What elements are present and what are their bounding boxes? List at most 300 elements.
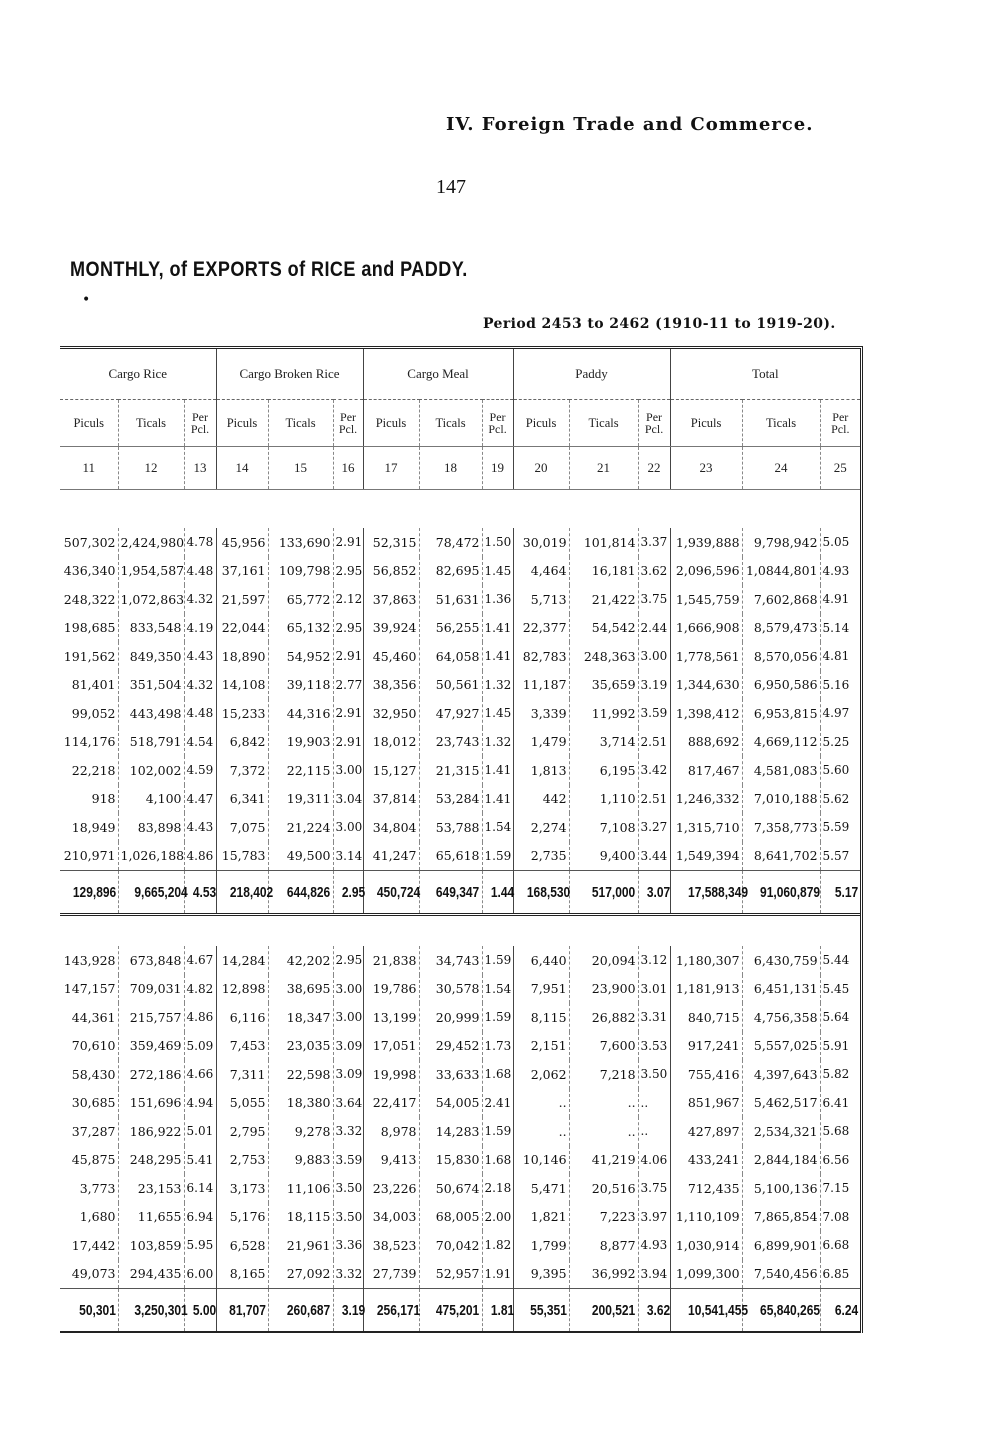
total-cell	[742, 871, 820, 915]
table-cell: 19,311	[268, 785, 333, 814]
table-cell: 1.68	[482, 1146, 513, 1175]
column-number: 12	[118, 447, 184, 490]
table-cell: 15,233	[216, 699, 268, 728]
table-cell: 840,715	[670, 1003, 742, 1032]
total-value: 649,347	[436, 883, 480, 901]
table-cell: 78,472	[419, 528, 482, 557]
table-cell: 6.41	[820, 1089, 860, 1118]
column-number: 14	[216, 447, 268, 490]
table-cell: 5.68	[820, 1117, 860, 1146]
table-cell: 39,924	[363, 614, 419, 643]
total-value: 5.17	[834, 883, 859, 901]
column-number: 13	[184, 447, 216, 490]
total-value: 3.62	[646, 1301, 670, 1319]
block-1	[60, 490, 860, 871]
table-cell: 712,435	[670, 1174, 742, 1203]
table-cell: 5,176	[216, 1203, 268, 1232]
table-row	[60, 1174, 860, 1203]
table-cell: 1.54	[482, 813, 513, 842]
table-cell: 4.66	[184, 1060, 216, 1089]
table-cell: 436,340	[63, 563, 116, 579]
table-cell: 3.64	[333, 1089, 363, 1118]
table-cell: 3.36	[333, 1231, 363, 1260]
table-cell: 1.59	[482, 946, 513, 975]
table-cell: 1,680	[79, 1209, 116, 1225]
table-cell: 70,042	[419, 1231, 482, 1260]
table-cell: 9,798,942	[742, 528, 820, 557]
table-cell: 351,504	[118, 671, 184, 700]
table-cell: 13,199	[363, 1003, 419, 1032]
table-cell: 19,998	[363, 1060, 419, 1089]
table-cell: 18,347	[268, 1003, 333, 1032]
table-cell: 1.45	[482, 699, 513, 728]
table-cell: 49,073	[71, 1266, 116, 1282]
total-cell	[742, 1289, 820, 1333]
table-cell: 918	[91, 791, 116, 807]
table-cell: 21,224	[268, 813, 333, 842]
table-cell: 38,356	[363, 671, 419, 700]
table-cell: 1,110	[569, 785, 638, 814]
table-cell: 3,773	[79, 1180, 116, 1196]
table-cell: 6,953,815	[742, 699, 820, 728]
column-number: 16	[333, 447, 363, 490]
table-cell: 42,202	[268, 946, 333, 975]
total-row	[60, 871, 860, 915]
table-cell: 45,460	[363, 642, 419, 671]
table-cell: 3.00	[333, 975, 363, 1004]
table-cell: 2,753	[216, 1146, 268, 1175]
table-cell: 6.56	[820, 1146, 860, 1175]
table-cell: 22,417	[363, 1089, 419, 1118]
table-cell: 4.47	[184, 785, 216, 814]
sub-header-percent: Per Pcl.	[638, 400, 670, 447]
table-cell: 3.94	[638, 1260, 670, 1289]
table-cell: 5.05	[820, 528, 860, 557]
total-cell	[670, 871, 748, 915]
table-cell: 1.54	[482, 975, 513, 1004]
table-cell: 2,735	[513, 842, 569, 871]
table-cell: 18,890	[216, 642, 268, 671]
table-cell: ..	[513, 1117, 569, 1146]
total-cell	[820, 871, 860, 915]
table-cell: 38,695	[268, 975, 333, 1004]
table-cell: 2.41	[482, 1089, 513, 1118]
table-cell: 52,957	[419, 1260, 482, 1289]
table-cell: 2,534,321	[742, 1117, 820, 1146]
table-cell: 8,570,056	[742, 642, 820, 671]
table-cell: 39,118	[268, 671, 333, 700]
table-cell: 7,311	[216, 1060, 268, 1089]
total-cell	[333, 871, 363, 915]
table-cell: 1,549,394	[670, 842, 742, 871]
table-cell: 6,430,759	[742, 946, 820, 975]
table-cell: 70,610	[71, 1038, 116, 1054]
table-cell: 5.60	[820, 756, 860, 785]
table-row	[60, 528, 860, 557]
table-cell: 3.00	[333, 756, 363, 785]
table-cell: 2.18	[482, 1174, 513, 1203]
table-cell: 30,578	[419, 975, 482, 1004]
table-cell: 6.68	[820, 1231, 860, 1260]
table-cell: 34,804	[363, 813, 419, 842]
total-cell	[569, 871, 638, 915]
table-cell: 6,440	[513, 946, 569, 975]
column-number: 18	[419, 447, 482, 490]
table-cell: 54,952	[268, 642, 333, 671]
spacer-cell	[60, 490, 860, 529]
table-cell: 3.09	[333, 1060, 363, 1089]
table-cell: 147,157	[63, 981, 116, 997]
table-cell: 359,469	[118, 1032, 184, 1061]
table-cell: 2,151	[513, 1032, 569, 1061]
table-cell: 518,791	[118, 728, 184, 757]
table-cell: 272,186	[118, 1060, 184, 1089]
table-cell: 7,010,188	[742, 785, 820, 814]
table-row	[60, 585, 860, 614]
table-cell: 19,903	[268, 728, 333, 757]
table-cell: 23,035	[268, 1032, 333, 1061]
table-cell: 442	[513, 785, 569, 814]
table-cell: 37,863	[363, 585, 419, 614]
total-value: 81,707	[228, 1301, 266, 1319]
total-value: 10,541,455	[687, 1301, 748, 1319]
table-cell: 22,598	[268, 1060, 333, 1089]
table-cell: 6,341	[216, 785, 268, 814]
table-cell: 3.09	[333, 1032, 363, 1061]
table-cell: 9,883	[268, 1146, 333, 1175]
table-cell: 45,875	[71, 1152, 116, 1168]
total-value: 9,665,204	[133, 883, 188, 901]
table-cell: 3.14	[333, 842, 363, 871]
table-row	[60, 1060, 860, 1089]
table-cell: 21,597	[216, 585, 268, 614]
table-cell: 54,005	[419, 1089, 482, 1118]
table-cell: 65,132	[268, 614, 333, 643]
table-cell: 23,153	[118, 1174, 184, 1203]
table-row	[60, 642, 860, 671]
total-cell	[363, 871, 419, 915]
column-number: 11	[60, 447, 118, 490]
table-cell: 22,218	[71, 762, 116, 778]
column-number-row	[60, 447, 860, 490]
table-cell: 58,430	[71, 1066, 116, 1082]
table-cell: 3.59	[333, 1146, 363, 1175]
table-cell: 7,600	[569, 1032, 638, 1061]
spacer-cell	[60, 915, 860, 947]
table-cell: 1.73	[482, 1032, 513, 1061]
table-cell: 1,026,188	[118, 842, 184, 871]
group-header: Total	[670, 349, 860, 400]
total-cell	[569, 1289, 638, 1333]
table-cell: 20,999	[419, 1003, 482, 1032]
table-cell: 82,695	[419, 557, 482, 586]
total-cell	[513, 871, 569, 915]
table-cell: 5,055	[216, 1089, 268, 1118]
total-cell	[670, 1289, 748, 1333]
total-value: 218,402	[229, 883, 273, 901]
total-value: 260,687	[287, 1301, 331, 1319]
total-cell	[419, 1289, 482, 1333]
table-cell: 45,956	[216, 528, 268, 557]
table-cell: 4,397,643	[742, 1060, 820, 1089]
table-cell: 4.19	[184, 614, 216, 643]
table-cell: 1,315,710	[670, 813, 742, 842]
table-cell: ..	[638, 1089, 670, 1118]
table-cell: 1,072,863	[118, 585, 184, 614]
column-number: 23	[670, 447, 742, 490]
table-cell: 1.41	[482, 642, 513, 671]
table-cell: 210,971	[63, 848, 116, 864]
table-cell: 21,315	[419, 756, 482, 785]
table-cell: 3.44	[638, 842, 670, 871]
total-cell	[118, 1289, 188, 1333]
table-cell: 19,786	[363, 975, 419, 1004]
table-cell: 56,255	[419, 614, 482, 643]
table-cell: 1,799	[513, 1231, 569, 1260]
table-cell: 64,058	[419, 642, 482, 671]
table-cell: 3.31	[638, 1003, 670, 1032]
table-cell: 1.82	[482, 1231, 513, 1260]
table-cell: 36,992	[569, 1260, 638, 1289]
total-value: 450,724	[376, 883, 420, 901]
table-cell: 18,012	[363, 728, 419, 757]
table-cell: 65,772	[268, 585, 333, 614]
table-row	[60, 1146, 860, 1175]
table-cell: 4.48	[184, 699, 216, 728]
table-cell: 37,814	[363, 785, 419, 814]
table-cell: 1.91	[482, 1260, 513, 1289]
table-row	[60, 975, 860, 1004]
table-cell: 18,380	[268, 1089, 333, 1118]
table-cell: 5,100,136	[742, 1174, 820, 1203]
table-cell: 5.09	[184, 1032, 216, 1061]
table-cell: ..	[569, 1117, 638, 1146]
table-cell: 4.78	[184, 528, 216, 557]
sub-header-piculs: Piculs	[670, 400, 742, 447]
table-cell: 2.44	[638, 614, 670, 643]
table-cell: 1,246,332	[670, 785, 742, 814]
total-value: 65,840,265	[759, 1301, 820, 1319]
table-row	[60, 1003, 860, 1032]
sub-header-percent: Per Pcl.	[184, 400, 216, 447]
table-cell: 41,219	[569, 1146, 638, 1175]
block-2-total	[60, 1289, 860, 1333]
table-cell: ..	[513, 1089, 569, 1118]
sub-header-row	[60, 400, 860, 447]
table-cell: 3.00	[333, 813, 363, 842]
table-cell: 41,247	[363, 842, 419, 871]
table-cell: 18,115	[268, 1203, 333, 1232]
table-cell: 7,865,854	[742, 1203, 820, 1232]
group-header: Cargo Broken Rice	[216, 349, 363, 400]
table-cell: 5.91	[820, 1032, 860, 1061]
table-cell: 50,561	[419, 671, 482, 700]
total-value: 3,250,301	[133, 1301, 188, 1319]
table-cell: 7,951	[513, 975, 569, 1004]
table-cell: 7,602,868	[742, 585, 820, 614]
total-value: 475,201	[436, 1301, 480, 1319]
table-cell: 8,115	[513, 1003, 569, 1032]
total-cell	[184, 1289, 216, 1333]
table-cell: 1,030,914	[670, 1231, 742, 1260]
table-title: MONTHLY, of EXPORTS of RICE and PADDY.	[70, 258, 468, 281]
table-cell: 191,562	[63, 648, 116, 664]
total-cell	[363, 1289, 419, 1333]
table-cell: 9,413	[363, 1146, 419, 1175]
table-cell: 44,361	[71, 1009, 116, 1025]
table-cell: 21,422	[569, 585, 638, 614]
table-cell: 52,315	[363, 528, 419, 557]
total-value: 55,351	[529, 1301, 567, 1319]
table-cell: 1.68	[482, 1060, 513, 1089]
table-cell: 1,398,412	[670, 699, 742, 728]
period-caption: Period 2453 to 2462 (1910-11 to 1919-20).	[483, 316, 836, 332]
table-cell: 7,453	[216, 1032, 268, 1061]
table-cell: 7.15	[820, 1174, 860, 1203]
table-cell: 1.36	[482, 585, 513, 614]
sub-header-ticals: Ticals	[742, 400, 820, 447]
table-row	[60, 946, 860, 975]
table-cell: 294,435	[118, 1260, 184, 1289]
table-cell: 186,922	[118, 1117, 184, 1146]
total-value: 4.53	[192, 883, 216, 901]
table-cell: 22,044	[216, 614, 268, 643]
table-cell: 54,542	[569, 614, 638, 643]
table-cell: 5.44	[820, 946, 860, 975]
table-cell: 4.97	[820, 699, 860, 728]
table-cell: 2.51	[638, 785, 670, 814]
table-cell: 4,756,358	[742, 1003, 820, 1032]
table-cell: 5.64	[820, 1003, 860, 1032]
table-cell: 53,788	[419, 813, 482, 842]
table-cell: 151,696	[118, 1089, 184, 1118]
table-cell: 7,218	[569, 1060, 638, 1089]
table-cell: 849,350	[118, 642, 184, 671]
table-cell: 29,452	[419, 1032, 482, 1061]
table-row	[60, 756, 860, 785]
table-cell: 2,274	[513, 813, 569, 842]
table-cell: 27,092	[268, 1260, 333, 1289]
table-cell: 21,961	[268, 1231, 333, 1260]
table-cell: 6.85	[820, 1260, 860, 1289]
table-cell: 1.32	[482, 728, 513, 757]
table-cell: 3.32	[333, 1260, 363, 1289]
total-value: 1.81	[490, 1301, 514, 1319]
total-cell	[513, 1289, 569, 1333]
table-cell: 1.41	[482, 785, 513, 814]
column-number: 25	[820, 447, 860, 490]
table-cell: 20,516	[569, 1174, 638, 1203]
table-cell: 30,019	[513, 528, 569, 557]
table-cell: 21,838	[363, 946, 419, 975]
table-cell: 1.59	[482, 842, 513, 871]
block-2	[60, 915, 860, 1289]
table-cell: 5,471	[513, 1174, 569, 1203]
table-cell: 1.41	[482, 756, 513, 785]
table-cell: 4.54	[184, 728, 216, 757]
table-cell: 4.91	[820, 585, 860, 614]
table-cell: 3.97	[638, 1203, 670, 1232]
table-cell: 49,500	[268, 842, 333, 871]
table-cell: 6.14	[184, 1174, 216, 1203]
table-cell: 5.57	[820, 842, 860, 871]
table-cell: 1,954,587	[118, 557, 184, 586]
table-cell: 34,743	[419, 946, 482, 975]
exports-table	[60, 349, 860, 1333]
table-cell: 8,978	[363, 1117, 419, 1146]
table-cell: 6.94	[184, 1203, 216, 1232]
table-cell: 4,669,112	[742, 728, 820, 757]
table-cell: 6,899,901	[742, 1231, 820, 1260]
table-cell: 3.62	[638, 557, 670, 586]
table-cell: 6.00	[184, 1260, 216, 1289]
sub-header-ticals: Ticals	[118, 400, 184, 447]
total-cell	[482, 1289, 513, 1333]
total-value: 1.44	[490, 883, 514, 901]
total-cell	[60, 1289, 118, 1333]
table-cell: 27,739	[363, 1260, 419, 1289]
total-cell	[118, 871, 188, 915]
table-cell: 3.75	[638, 1174, 670, 1203]
table-cell: 1.59	[482, 1117, 513, 1146]
table-cell: 6,528	[216, 1231, 268, 1260]
table-cell: 817,467	[670, 756, 742, 785]
table-cell: 11,992	[569, 699, 638, 728]
total-value: 3.07	[646, 883, 670, 901]
table-cell: 198,685	[63, 620, 116, 636]
table-cell: 37,161	[216, 557, 268, 586]
total-value: 200,521	[592, 1301, 636, 1319]
column-number: 22	[638, 447, 670, 490]
table-cell: 5.82	[820, 1060, 860, 1089]
table-cell: 833,548	[118, 614, 184, 643]
table-cell: 1,666,908	[670, 614, 742, 643]
table-cell: 99,052	[71, 705, 116, 721]
sub-header-ticals: Ticals	[419, 400, 482, 447]
table-cell: 3.50	[638, 1060, 670, 1089]
table-cell: 17,442	[71, 1237, 116, 1253]
table-cell: 1,545,759	[670, 585, 742, 614]
table-cell: 6,195	[569, 756, 638, 785]
total-cell	[268, 871, 333, 915]
table-row	[60, 842, 860, 871]
column-number: 17	[363, 447, 419, 490]
table-cell: 3.59	[638, 699, 670, 728]
sub-header-piculs: Piculs	[216, 400, 268, 447]
table-cell: 3.50	[333, 1203, 363, 1232]
table-cell: 14,283	[419, 1117, 482, 1146]
table-cell: 1,099,300	[670, 1260, 742, 1289]
table-cell: 51,631	[419, 585, 482, 614]
table-cell: 2.95	[333, 614, 363, 643]
table-cell: 18,949	[71, 819, 116, 835]
table-cell: 673,848	[118, 946, 184, 975]
table-cell: 4.93	[638, 1231, 670, 1260]
sub-header-piculs: Piculs	[513, 400, 569, 447]
table-cell: 2.51	[638, 728, 670, 757]
table-cell: 1,110,109	[670, 1203, 742, 1232]
table-cell: 4.48	[184, 557, 216, 586]
table-cell: 30,685	[71, 1095, 116, 1111]
table-cell: 5.16	[820, 671, 860, 700]
table-cell: 12,898	[216, 975, 268, 1004]
total-value: 256,171	[376, 1301, 420, 1319]
table-cell: 1,479	[513, 728, 569, 757]
table-cell: 3.00	[333, 1003, 363, 1032]
table-cell: 23,900	[569, 975, 638, 1004]
table-cell: 1.32	[482, 671, 513, 700]
table-cell: 1,0844,801	[742, 557, 820, 586]
